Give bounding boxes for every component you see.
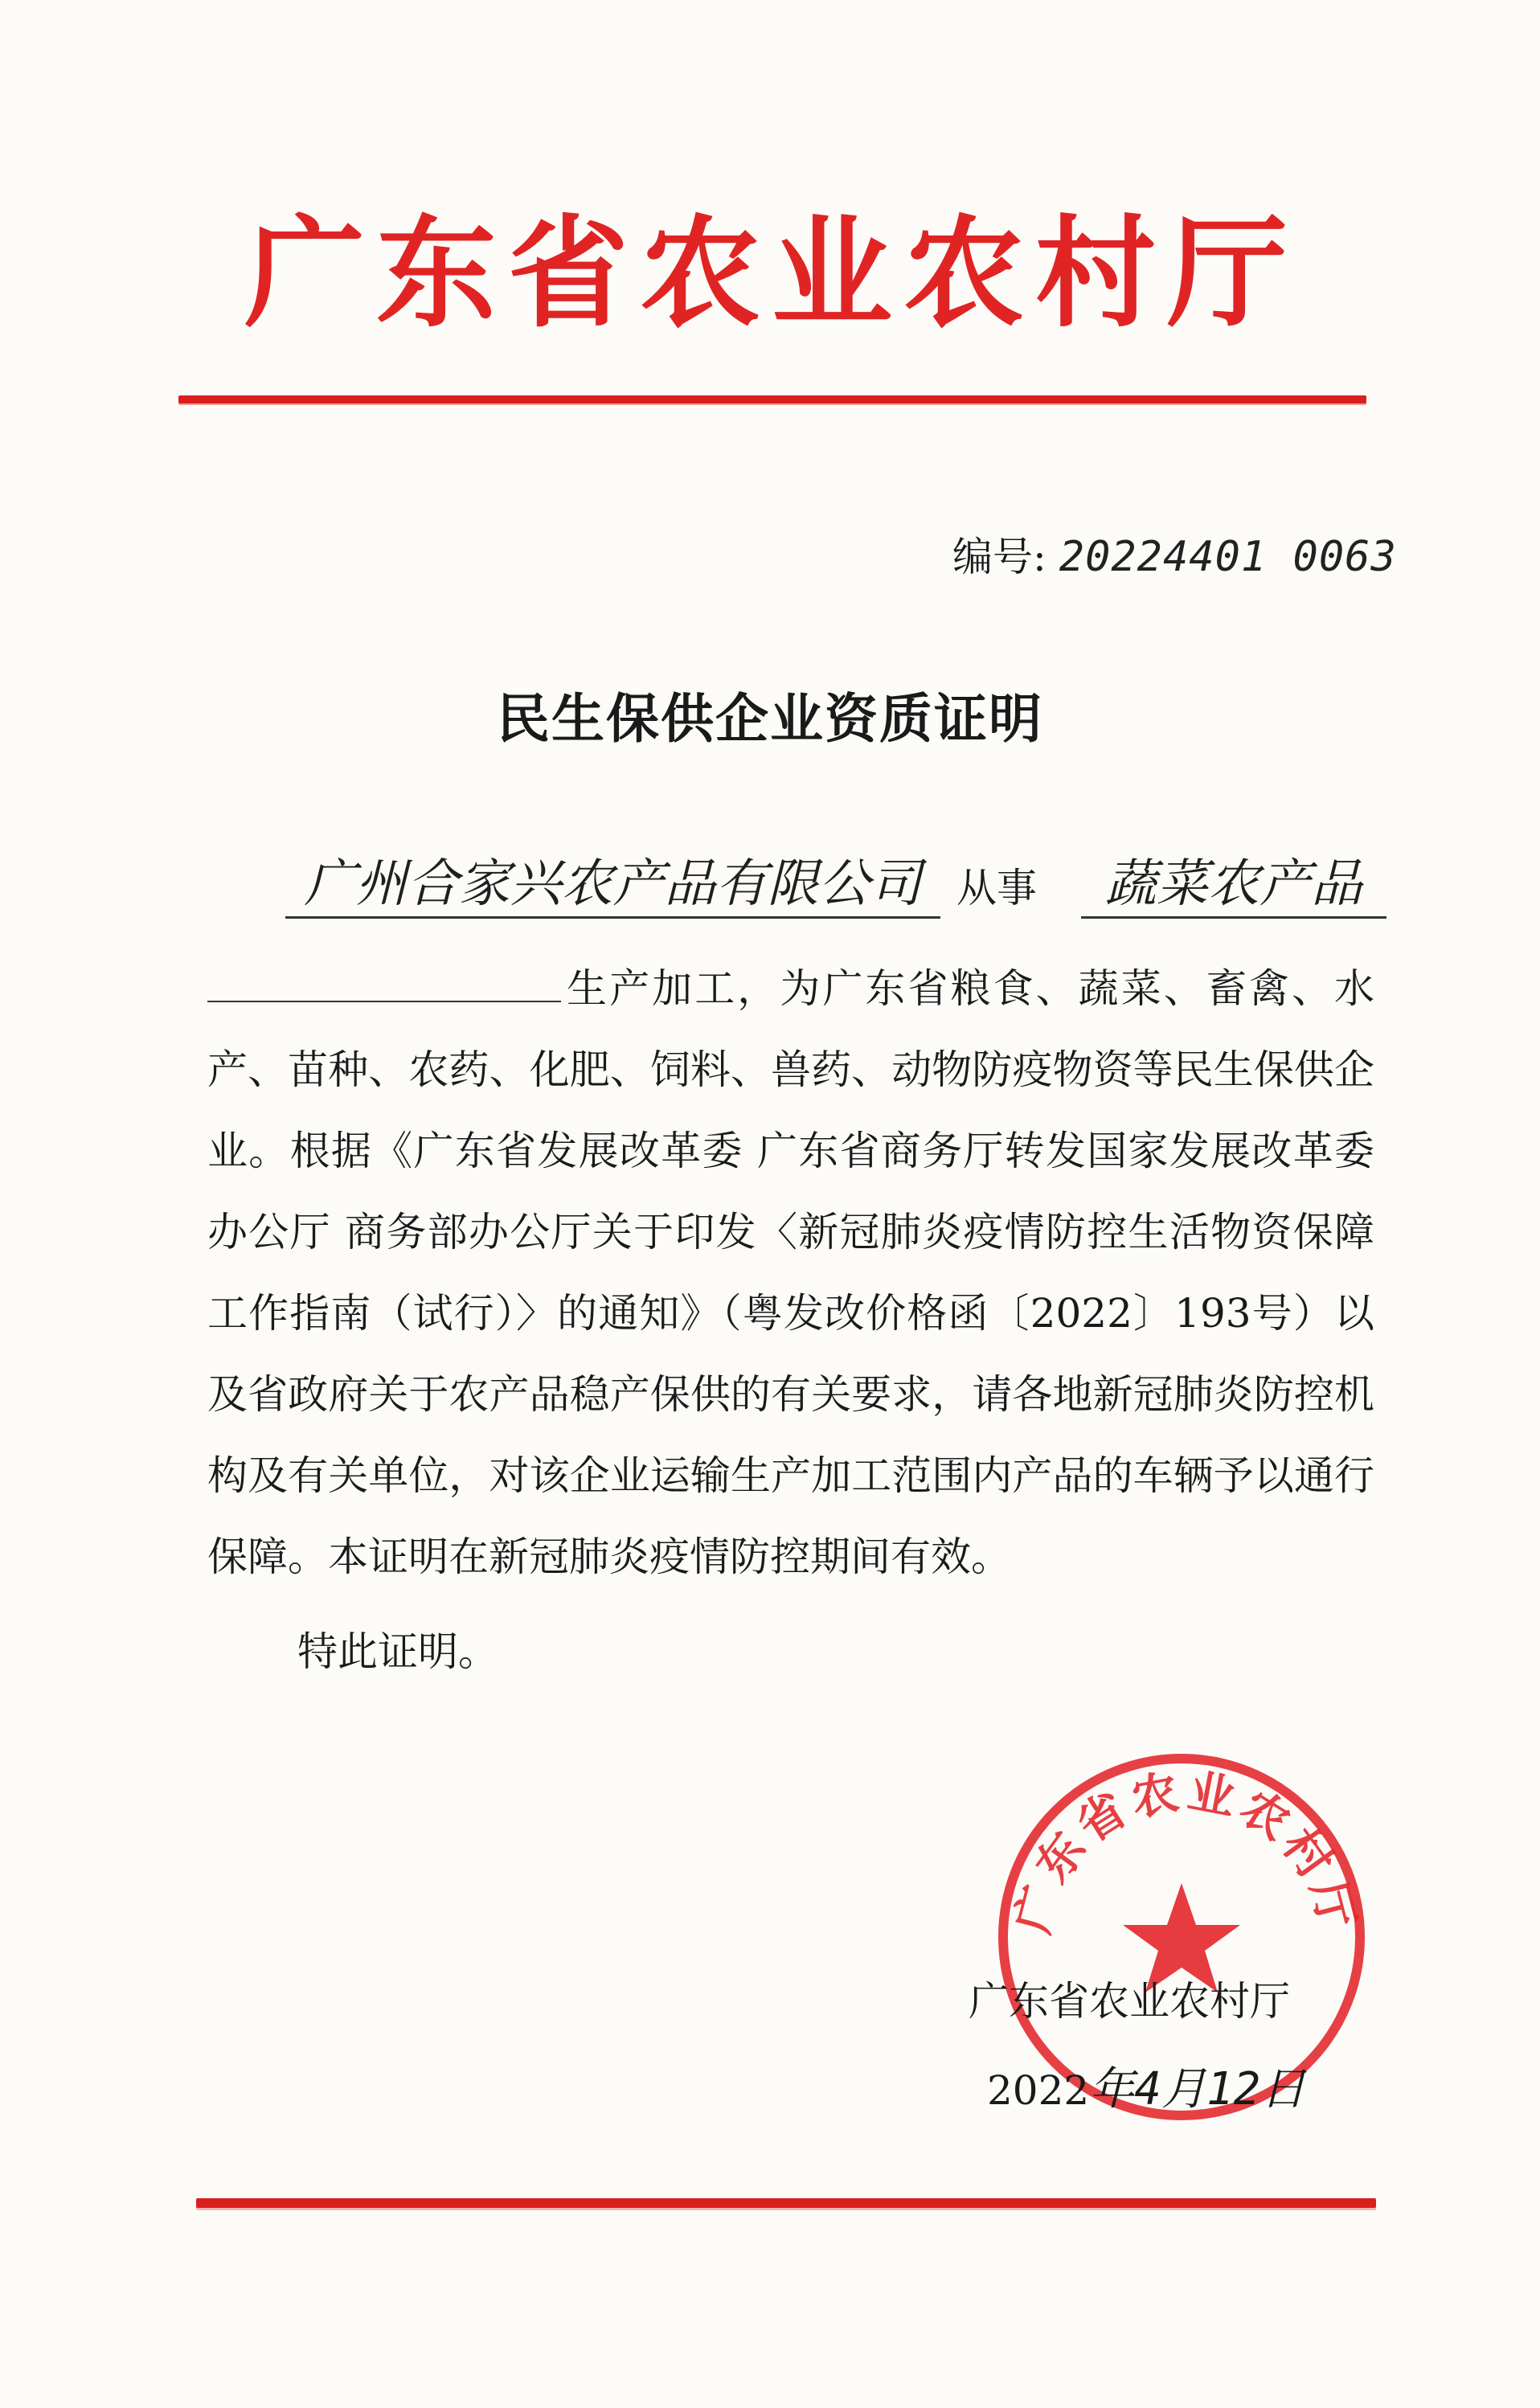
letterhead-red-rule xyxy=(178,395,1366,403)
serial-label: 编号: xyxy=(952,534,1046,580)
company-name-field: 广州合家兴农产品有限公司 xyxy=(285,852,940,919)
certificate-body xyxy=(207,948,1374,1598)
company-line xyxy=(285,852,1362,924)
footer-red-rule xyxy=(196,2198,1376,2208)
serial-value: 20224401 0063 xyxy=(1059,533,1397,581)
serial-number xyxy=(952,529,1397,585)
document-title: 民生保供企业资质证明 xyxy=(497,688,1043,750)
svg-text:广东省农业农村厅: 广东省农业农村厅 xyxy=(1005,1763,1366,1939)
letterhead-issuer: 广东省农业农村厅 xyxy=(244,203,1299,344)
engaged-in-label: 从事 xyxy=(956,865,1037,911)
date-year: 2022 xyxy=(987,2067,1090,2114)
body-text: 生产加工，为广东省粮食、蔬菜、畜禽、水产、苗种、农药、化肥、饲料、兽药、动物防疫物资等民生保供企业。根据《广东省发展改革委 广东省商务厅转发国家发展改革委办公厅 商务部办公厅关于印发〈新冠肺炎疫情防控生活物资保障工作指南（试行）〉的通知》（粤发改价格函〔2022〕193号）以及省政府关于农产品稳产保供的有关要求，请各地新冠肺炎防控机构及有关单位，对该企业运输生产加工范围内产品的车辆予以通行保障。本证明在新冠肺炎疫情防控期间有效。 xyxy=(207,965,1374,1580)
business-scope-field: 蔬菜农产品 xyxy=(1081,852,1386,919)
blank-underline xyxy=(207,962,561,1002)
closing-statement: 特此证明。 xyxy=(297,1628,498,1675)
signature-date xyxy=(987,2062,1305,2119)
signature-organization: 广东省农业农村厅 xyxy=(969,1978,1290,2025)
date-handwritten: 年4月12日 xyxy=(1089,2063,1306,2115)
